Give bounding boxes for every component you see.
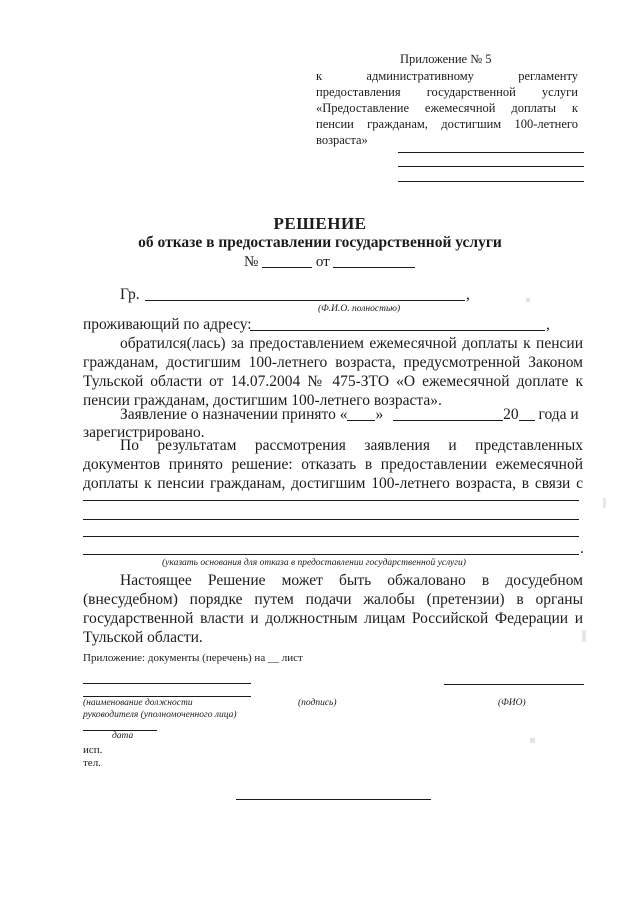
- paragraph-decision: [83, 436, 583, 493]
- citizen-name-field[interactable]: [145, 300, 465, 301]
- date-hint: дата: [112, 731, 134, 741]
- document-subtitle: об отказе в предоставлении государственной услуги: [138, 234, 502, 251]
- paragraph-registration: [120, 406, 583, 424]
- registration-year-prefix: 20: [503, 406, 519, 423]
- registration-text-mid: »: [375, 406, 384, 423]
- registration-year-field[interactable]: [519, 420, 535, 421]
- citizen-name-hint: (Ф.И.О. полностью): [318, 304, 401, 314]
- scan-artifact: [530, 738, 535, 743]
- appendix-line-1: [398, 152, 584, 153]
- registration-day-field[interactable]: [347, 420, 375, 421]
- appendix-line-3: [398, 181, 584, 182]
- fio-hint: (ФИО): [498, 698, 526, 708]
- position-line-2[interactable]: [83, 696, 251, 697]
- registration-text-start: Заявление о назначении принято «: [120, 406, 348, 423]
- registration-month-field[interactable]: [393, 420, 503, 421]
- address-field[interactable]: [250, 330, 545, 331]
- number-field[interactable]: [262, 267, 312, 268]
- signature-hint: (подпись): [298, 698, 337, 708]
- position-hint-2: руководителя (уполномоченного лица): [83, 710, 237, 720]
- scan-artifact: [603, 498, 606, 508]
- scan-artifact: [526, 298, 530, 302]
- address-comma: ,: [546, 316, 550, 333]
- document-title: РЕШЕНИЕ: [273, 214, 367, 233]
- decision-text: По результатам рассмотрения заявления и представленных документов принято решение: отказать в предоставлении ежемесячной доплаты к пенсии гражданам, достигшим 100-летнего возраста, в связи с: [83, 437, 583, 492]
- reason-dot: .: [580, 540, 584, 557]
- reason-line-3[interactable]: [83, 536, 579, 537]
- decision-number-row: [244, 254, 415, 271]
- executor-label: исп.: [83, 744, 103, 756]
- paragraph-appeal: Настоящее Решение может быть обжаловано в досудебном (внесудебном) порядке путем подачи жалобы (претензии) в органы государственной власти и должностным лицам Российской Федерации и Тульской области.: [83, 572, 583, 646]
- position-line-1[interactable]: [83, 683, 251, 684]
- address-label: проживающий по адресу:: [83, 316, 252, 333]
- fio-line[interactable]: [444, 684, 584, 685]
- date-field[interactable]: [333, 267, 415, 268]
- reason-line-1[interactable]: [83, 500, 579, 501]
- paragraph-application: обратился(лась) за предоставлением ежемесячной доплаты к пенсии гражданам, достигшим 100-летнего возраста, предусмотренной Законом Тульской области от 14.07.2004 № 475-ЗТО «О ежемесячной доплате к пенсии гражданам, достигшим 100-летнего возраста».: [83, 335, 583, 409]
- registration-tail: зарегистрировано.: [83, 424, 205, 441]
- reason-hint: (указать основания для отказа в предоставлении государственной услуги): [162, 558, 466, 568]
- appendix-line-2: [398, 166, 584, 167]
- registration-text-end: года и: [538, 406, 579, 423]
- scan-artifact: [582, 630, 586, 642]
- bottom-line: [236, 799, 431, 800]
- citizen-label: Гр.: [120, 286, 140, 303]
- phone-label: тел.: [83, 757, 101, 769]
- citizen-comma: ,: [466, 286, 470, 303]
- position-hint-1: (наименование должности: [83, 698, 193, 708]
- appendix-title: Приложение № 5: [400, 52, 492, 66]
- number-prefix: №: [244, 254, 259, 270]
- reason-line-2[interactable]: [83, 519, 579, 520]
- appendix-text: к административному регламенту предоставления государственной услуги «Предоставление ежемесячной доплаты к пенсии гражданам, достигшим 100-летнего возраста»: [316, 69, 578, 147]
- reason-line-4[interactable]: [83, 554, 579, 555]
- date-prefix: от: [315, 254, 330, 270]
- attachment-text: Приложение: документы (перечень) на __ лист: [83, 652, 303, 664]
